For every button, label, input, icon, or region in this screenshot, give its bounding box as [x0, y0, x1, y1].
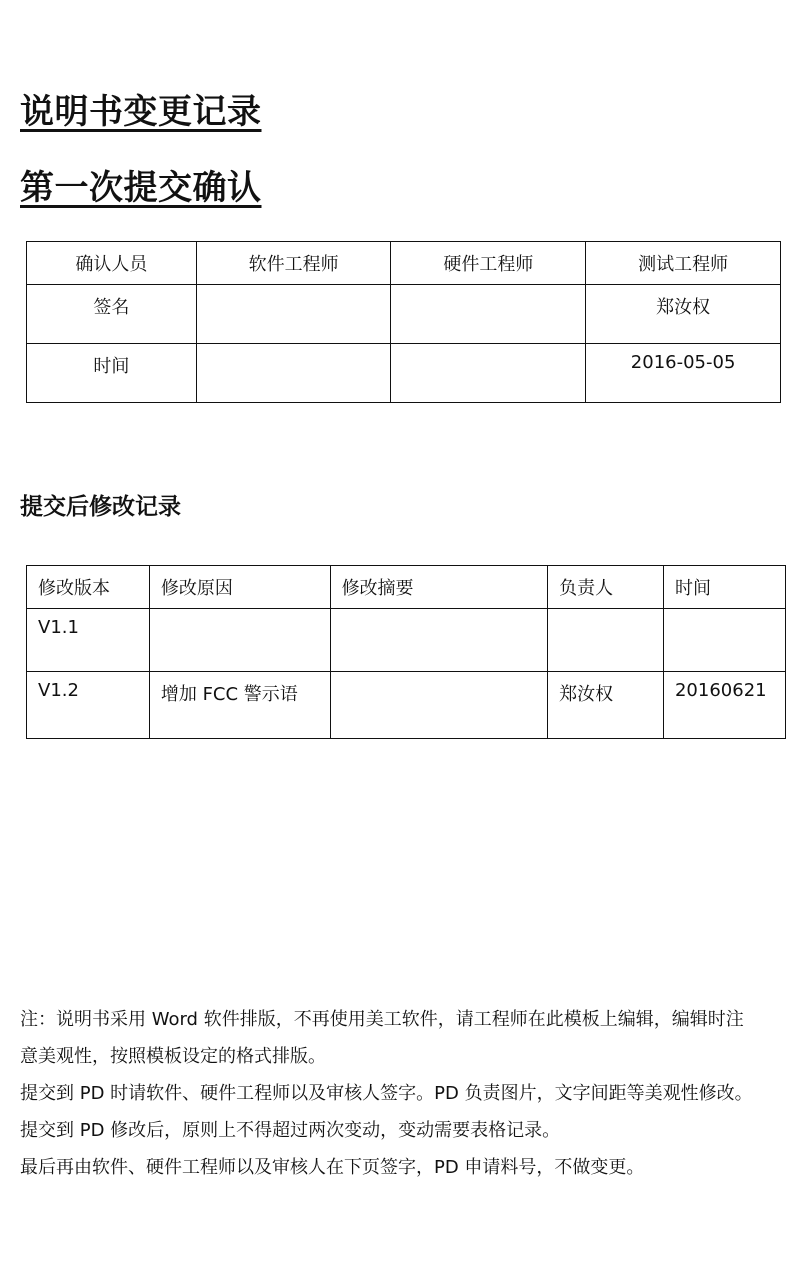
table-header-row [27, 242, 781, 285]
document-subtitle: 第一次提交确认 [20, 168, 262, 208]
table-row [27, 344, 781, 403]
signature-cell: 郑汝权 [586, 285, 781, 344]
date-cell: 2016-05-05 [586, 344, 781, 403]
revision-section-title: 提交后修改记录 [20, 494, 181, 520]
signature-cell [196, 285, 391, 344]
note-line: 注：说明书采用 Word 软件排版，不再使用美工软件，请工程师在此模板上编辑，编辑时注 [20, 1009, 744, 1030]
note-line: 意美观性，按照模板设定的格式排版。 [20, 1046, 326, 1067]
reason-cell [149, 609, 330, 672]
table-row [27, 285, 781, 344]
table-row [27, 609, 786, 672]
table-row [27, 672, 786, 739]
header-cell: 软件工程师 [196, 242, 391, 285]
owner-cell: 郑汝权 [548, 672, 664, 739]
date-cell [196, 344, 391, 403]
header-cell: 修改原因 [149, 566, 330, 609]
header-cell: 修改摘要 [330, 566, 548, 609]
version-cell: V1.1 [27, 609, 150, 672]
note-line: 最后再由软件、硬件工程师以及审核人在下页签字，PD 申请料号，不做变更。 [20, 1157, 645, 1178]
header-cell: 负责人 [548, 566, 664, 609]
note-line: 提交到 PD 修改后，原则上不得超过两次变动，变动需要表格记录。 [20, 1120, 561, 1141]
header-cell: 确认人员 [27, 242, 197, 285]
header-cell: 时间 [663, 566, 785, 609]
owner-cell [548, 609, 664, 672]
date-cell [391, 344, 586, 403]
summary-cell [330, 609, 548, 672]
summary-cell [330, 672, 548, 739]
table-header-row [27, 566, 786, 609]
notes-block [20, 1005, 790, 1190]
document-title: 说明书变更记录 [20, 92, 262, 132]
version-cell: V1.2 [27, 672, 150, 739]
date-cell [663, 609, 785, 672]
row-label-cell: 签名 [27, 285, 197, 344]
confirm-table [26, 241, 781, 403]
reason-cell: 增加 FCC 警示语 [149, 672, 330, 739]
revision-table [26, 565, 786, 739]
header-cell: 修改版本 [27, 566, 150, 609]
row-label-cell: 时间 [27, 344, 197, 403]
note-line: 提交到 PD 时请软件、硬件工程师以及审核人签字。PD 负责图片，文字间距等美观性修改。 [20, 1083, 753, 1104]
date-cell: 20160621 [663, 672, 785, 739]
header-cell: 测试工程师 [586, 242, 781, 285]
signature-cell [391, 285, 586, 344]
header-cell: 硬件工程师 [391, 242, 586, 285]
